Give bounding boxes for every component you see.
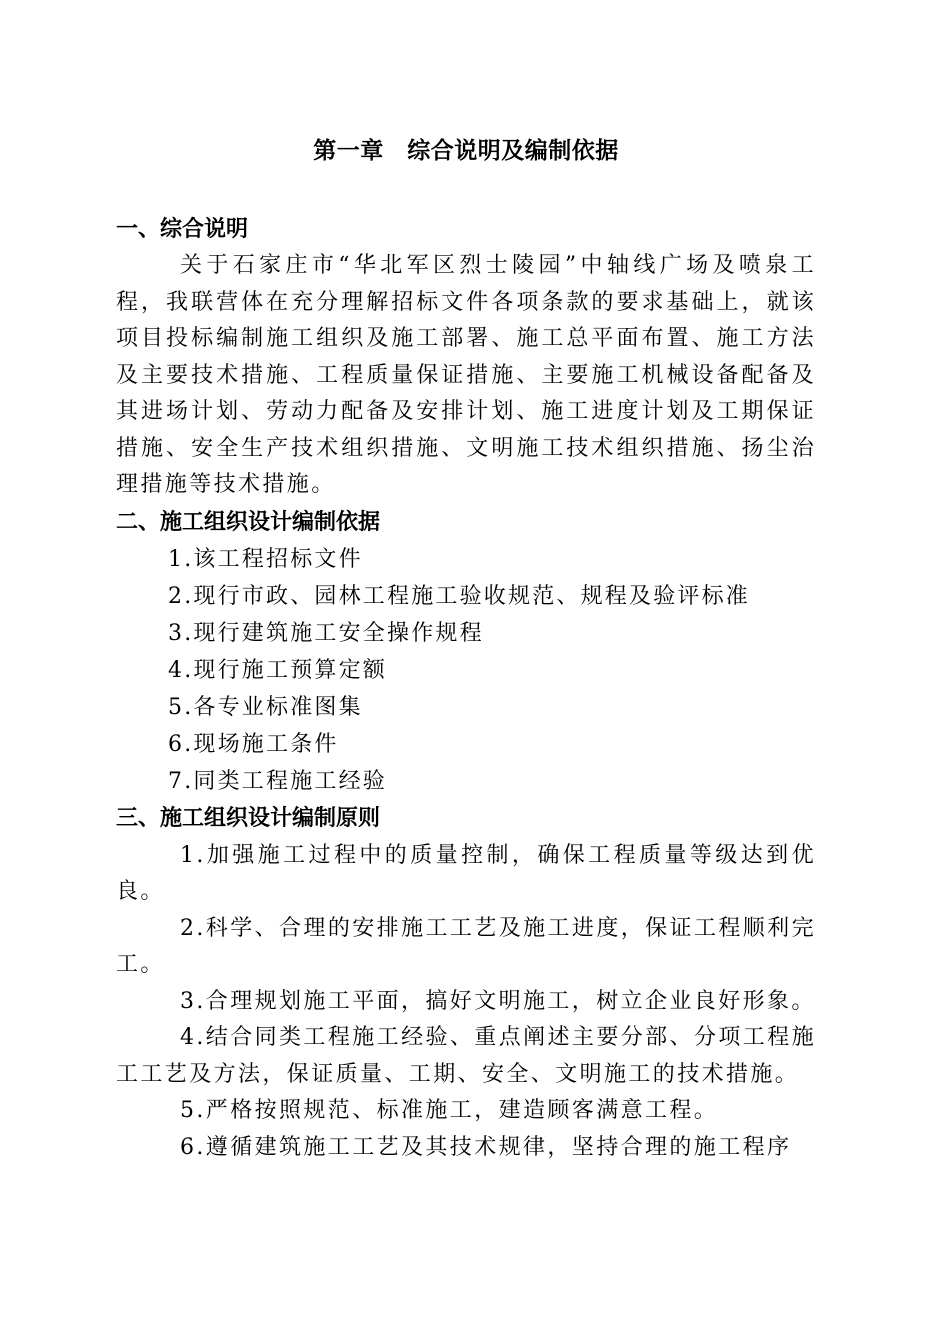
section-paragraph: 关于石家庄市“华北军区烈士陵园”中轴线广场及喷泉工程，我联营体在充分理解招标文件各项条款的要求基础上，就该项目投标编制施工组织及施工部署、施工总平面布置、施工方法及主要技术措施、工程质量保证措施、主要施工机械设备配备及其进场计划、劳动力配备及安排计划、施工进度计划及工期保证措施、安全生产技术组织措施、文明施工技术组织措施、扬尘治理措施等技术措施。	[116, 253, 816, 497]
list-item: 7.同类工程施工经验	[168, 768, 387, 794]
chapter-title: 第一章 综合说明及编制依据	[313, 138, 619, 164]
section-heading: 二、施工组织设计编制依据	[116, 509, 381, 535]
principle-paragraph: 3.合理规划施工平面，搞好文明施工，树立企业良好形象。	[180, 988, 816, 1014]
section-compilation-principles	[116, 800, 816, 1167]
principle-paragraph: 6.遵循建筑施工工艺及其技术规律，坚持合理的施工程序	[180, 1134, 792, 1160]
principle-paragraph: 1.加强施工过程中的质量控制，确保工程质量等级达到优良。	[116, 842, 816, 904]
principle-paragraph: 2.科学、合理的安排施工工艺及施工进度，保证工程顺利完工。	[116, 915, 816, 977]
section-compilation-basis	[116, 504, 816, 800]
list-item: 2.现行市政、园林工程施工验收规范、规程及验评标准	[168, 583, 750, 609]
list-item: 6.现场施工条件	[168, 731, 339, 757]
principle-paragraph: 5.严格按照规范、标准施工，建造顾客满意工程。	[180, 1098, 719, 1123]
list-item: 4.现行施工预算定额	[168, 657, 387, 683]
list-item: 3.现行建筑施工安全操作规程	[168, 620, 484, 646]
principle-paragraph: 4.结合同类工程施工经验、重点阐述主要分部、分项工程施工工艺及方法，保证质量、工期、安全、文明施工的技术措施。	[116, 1025, 816, 1087]
list-item: 1.该工程招标文件	[168, 546, 363, 572]
section-general-description	[116, 211, 816, 504]
document-page	[116, 133, 816, 1166]
basis-list	[116, 541, 816, 800]
section-heading: 三、施工组织设计编制原则	[116, 805, 381, 831]
section-heading: 一、综合说明	[116, 217, 249, 242]
list-item: 5.各专业标准图集	[168, 694, 363, 720]
